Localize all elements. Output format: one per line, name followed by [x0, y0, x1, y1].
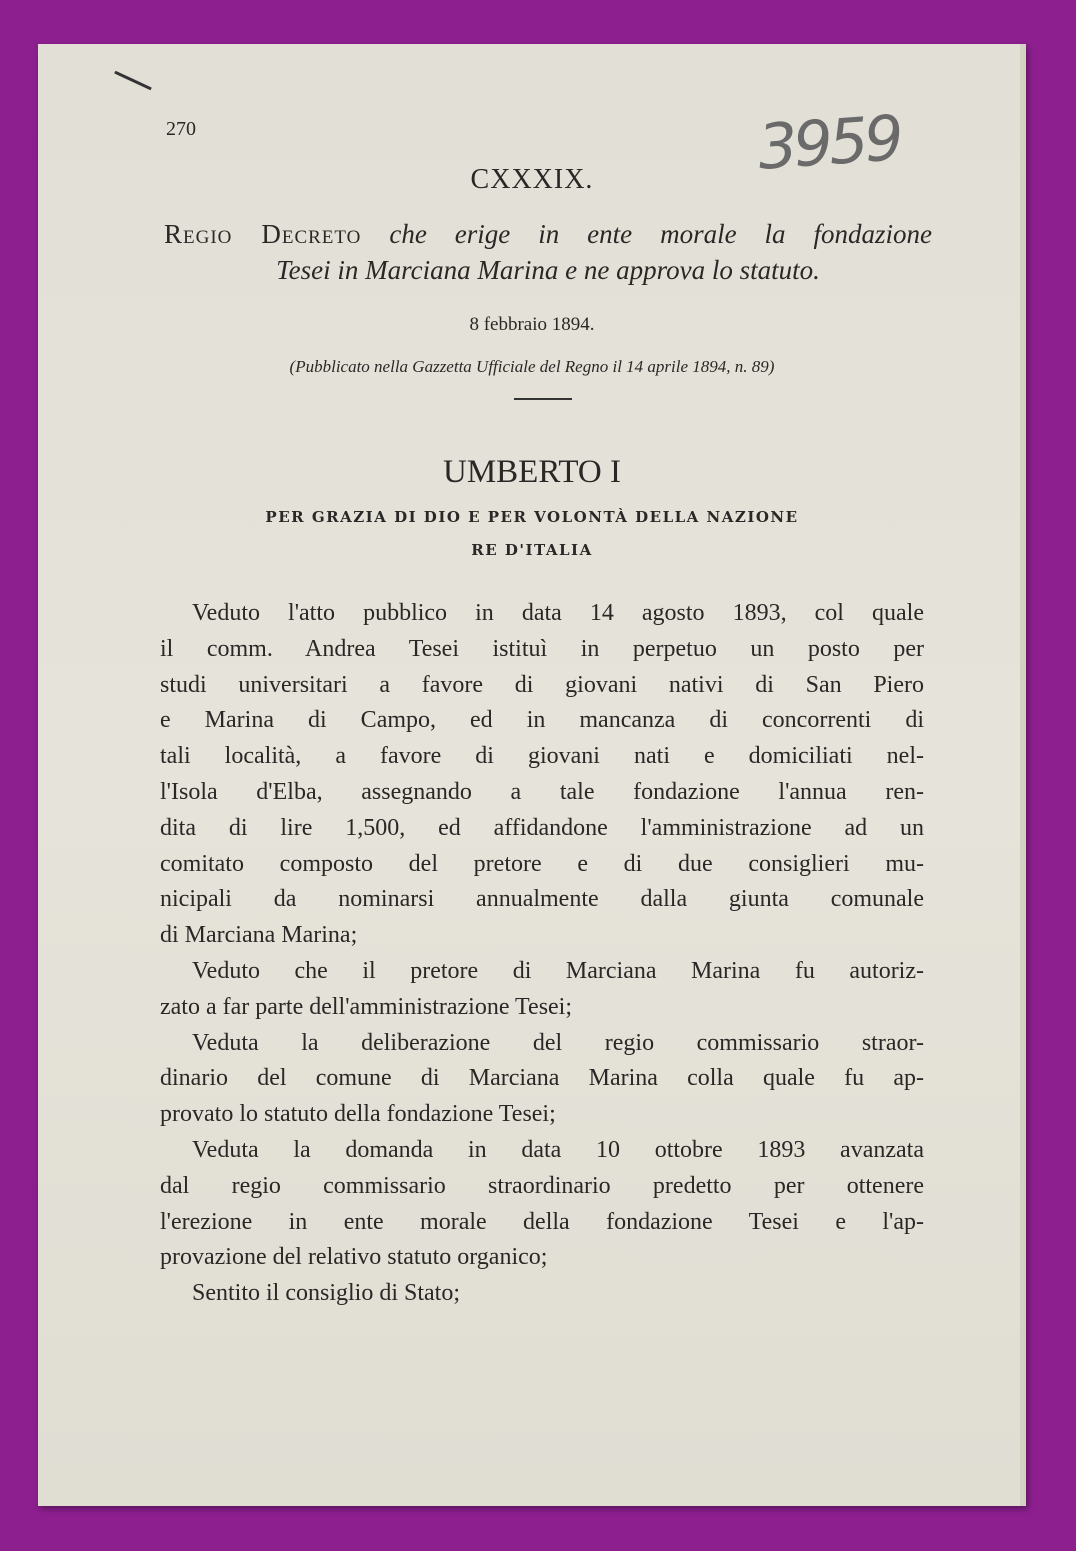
decree-number: CXXXIX. [470, 164, 594, 195]
king-title: RE D'ITALIA [471, 541, 593, 559]
decree-date: 8 febbraio 1894. [469, 314, 595, 335]
pencil-mark [114, 71, 152, 91]
text-line: nicipali da nominarsi annualmente dalla giunta comunale [160, 886, 924, 913]
document-page [38, 44, 1026, 1506]
text-line: dinario del comune di Marciana Marina colla quale fu ap- [160, 1065, 924, 1092]
title-prefix: Regio Decreto [164, 219, 362, 249]
title-line-1: che erige in ente morale la fondazione [389, 219, 933, 249]
text-line: di Marciana Marina; [160, 922, 358, 949]
page-edge [1020, 44, 1026, 1506]
text-line: provazione del relativo statuto organico; [160, 1244, 548, 1271]
handwritten-note: 3959 [755, 101, 903, 184]
text-line: il comm. Andrea Tesei istituì in perpetuo un posto per [160, 635, 924, 662]
text-line: dal regio commissario straordinario predetto per ottenere [160, 1172, 924, 1199]
decree-title [164, 216, 932, 288]
text-line: Veduto l'atto pubblico in data 14 agosto 1893, col quale [192, 600, 924, 626]
text-line: Sentito il consiglio di Stato; [192, 1280, 461, 1307]
text-line: l'Isola d'Elba, assegnando a tale fondazione l'annua ren- [160, 778, 924, 805]
text-line: Veduta la deliberazione del regio commissario straor- [192, 1029, 924, 1056]
text-line: zato a far parte dell'amministrazione Tesei; [160, 993, 573, 1020]
decree-body [160, 596, 924, 1312]
text-line: tali località, a favore di giovani nati e domiciliati nel- [160, 743, 924, 770]
page-number: 270 [166, 118, 196, 140]
text-line: l'erezione in ente morale della fondazione Tesei e l'ap- [160, 1208, 924, 1235]
publication-note: (Pubblicato nella Gazzetta Ufficiale del Regno il 14 aprile 1894, n. 89) [289, 357, 775, 376]
text-line: provato lo statuto della fondazione Tesei; [160, 1101, 556, 1128]
text-line: Veduta la domanda in data 10 ottobre 1893 avanzata [192, 1136, 924, 1163]
text-line: e Marina di Campo, ed in mancanza di concorrenti di [160, 707, 924, 734]
king-formula: PER GRAZIA DI DIO E PER VOLONTÀ DELLA NAZIONE [265, 508, 799, 526]
king-name: UMBERTO I [442, 454, 621, 490]
divider [514, 398, 572, 400]
title-line-2: Tesei in Marciana Marina e ne approva lo statuto. [276, 255, 820, 285]
text-line: dita di lire 1,500, ed affidandone l'amministrazione ad un [160, 814, 924, 841]
text-line: studi universitari a favore di giovani nativi di San Piero [160, 671, 924, 698]
text-line: comitato composto del pretore e di due consiglieri mu- [160, 850, 924, 877]
text-line: Veduto che il pretore di Marciana Marina fu autoriz- [192, 957, 924, 984]
